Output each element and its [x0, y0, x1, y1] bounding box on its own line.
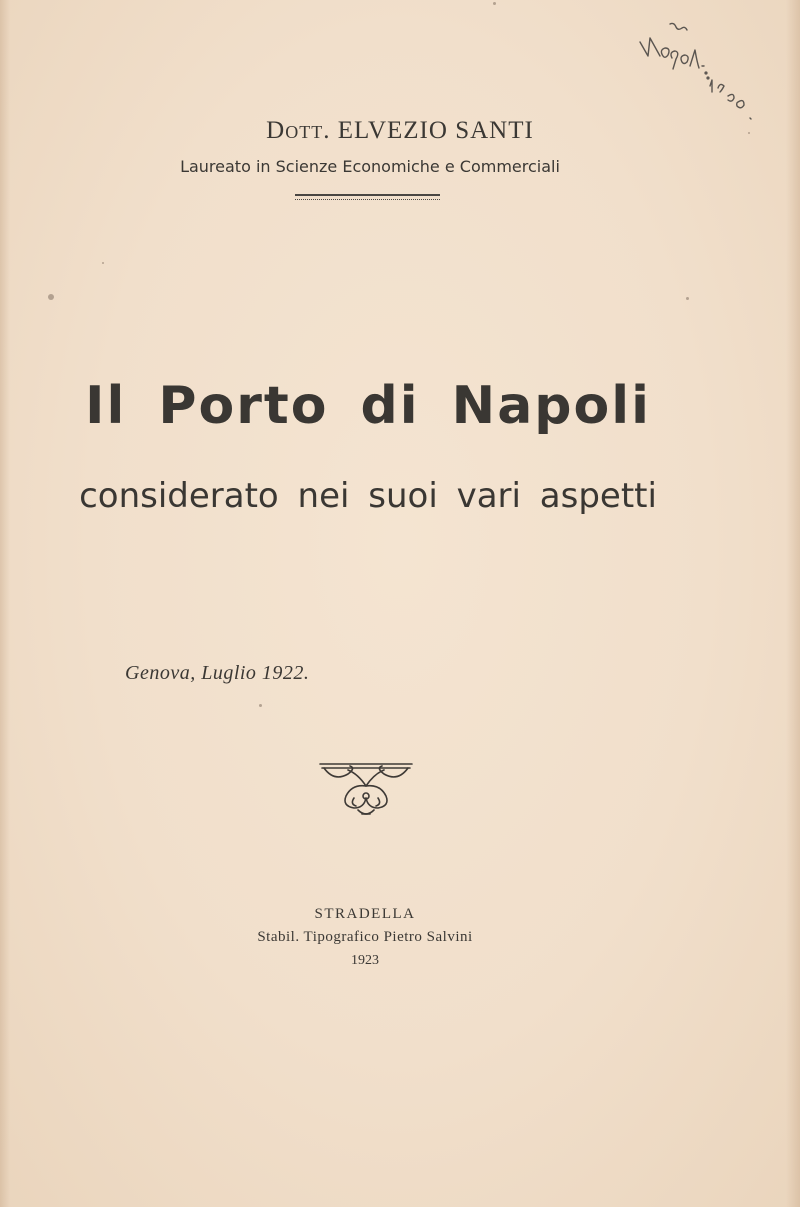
book-subtitle: considerato nei suoi vari aspetti — [79, 476, 657, 516]
publisher-printer: Stabil. Tipografico Pietro Salvini — [257, 929, 473, 945]
author-prefix: Dott. — [266, 117, 331, 144]
paper-speck — [48, 294, 54, 300]
pencil-annotation-icon — [630, 18, 765, 133]
paper-speck — [102, 262, 104, 264]
author-line — [0, 117, 800, 145]
page-edge-left — [0, 0, 10, 1207]
place-date: Genova, Luglio 1922. — [125, 662, 310, 684]
publisher-city: STRADELLA — [314, 906, 416, 922]
paper-speck — [748, 132, 750, 134]
author-degree: Laureato in Scienze Economiche e Commerciali — [180, 157, 560, 176]
paper-speck — [493, 2, 496, 5]
book-title: Il Porto di Napoli — [85, 376, 651, 436]
decorative-rule — [295, 194, 440, 200]
publication-year: 1923 — [351, 953, 379, 968]
floral-ornament-icon — [318, 758, 414, 822]
paper-speck — [259, 704, 262, 707]
paper-speck — [686, 297, 689, 300]
author-name: ELVEZIO SANTI — [337, 117, 534, 144]
page-edge-right — [786, 0, 800, 1207]
